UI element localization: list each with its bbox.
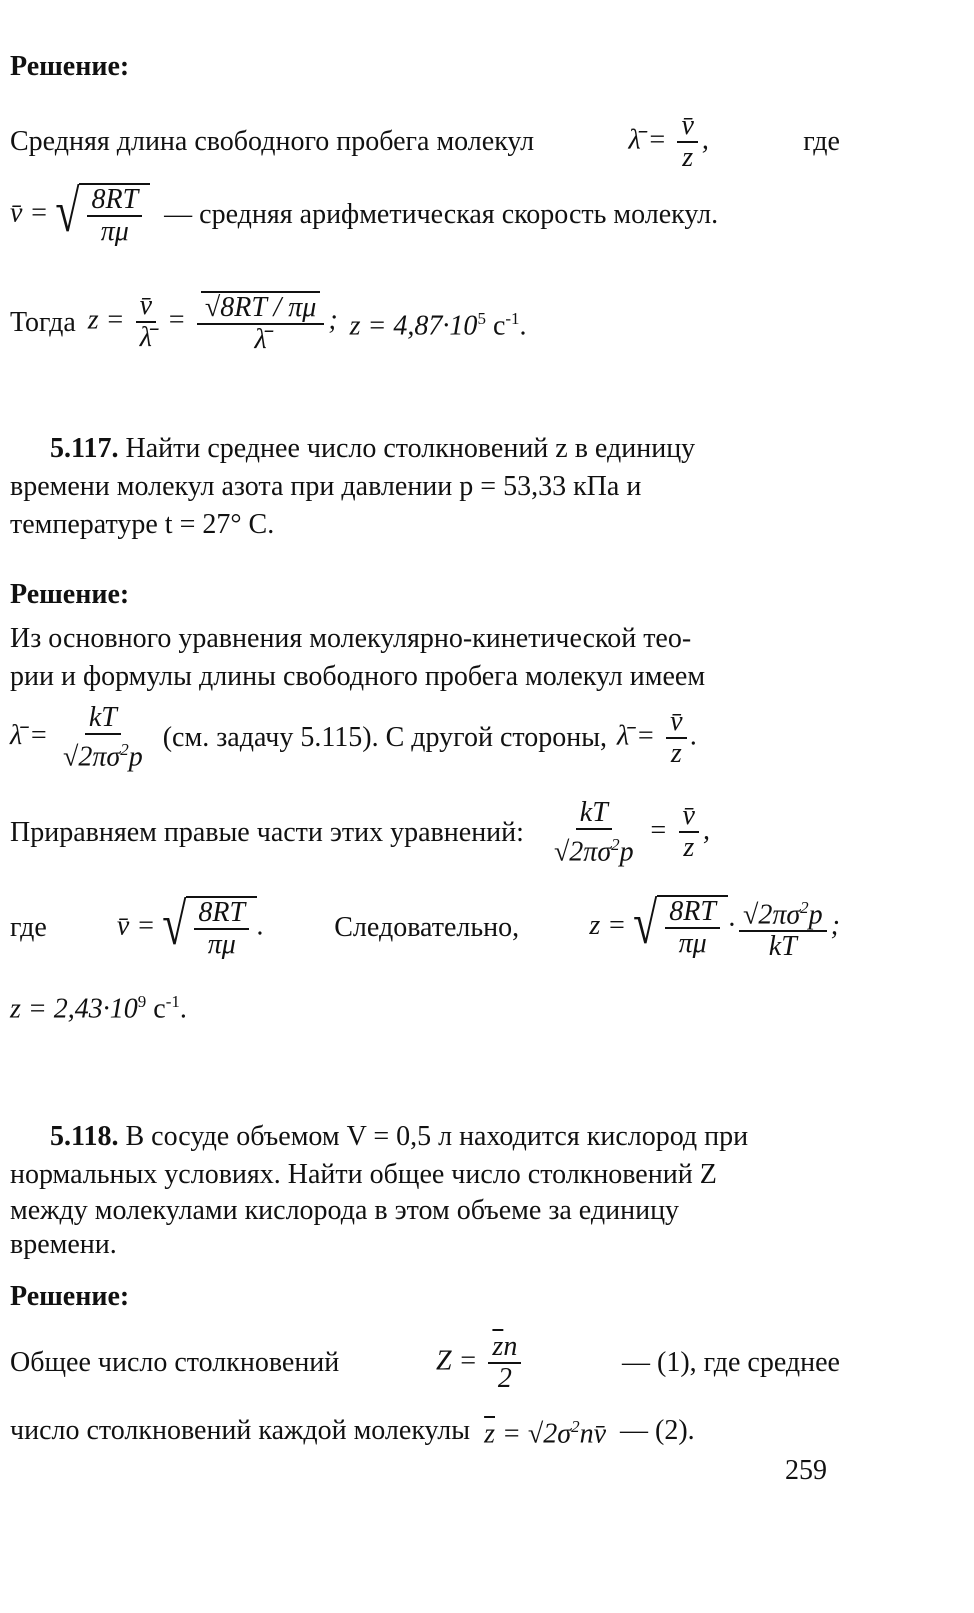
formula: Z = $\frac{\overline{z}n}{2}$: [436, 1332, 525, 1394]
text-line: [10, 180, 840, 250]
text-line: [10, 1410, 840, 1451]
text-line: [10, 795, 840, 870]
problem-statement: [50, 432, 840, 466]
text: где: [803, 126, 840, 157]
text: где: [10, 911, 47, 943]
problem-number: 5.118.: [50, 1121, 119, 1152]
text: — (1), где среднее: [622, 1346, 840, 1378]
formula: λ̄ = $\frac{kT}{√2\pi\sigma^2p}$: [10, 701, 143, 773]
text: Тогда: [10, 306, 76, 338]
text-line: между молекулами кислорода в этом объеме за единицу: [10, 1195, 680, 1226]
text-line: Из основного уравнения молекулярно-кинетической тео-: [10, 623, 692, 654]
page-number: 259: [785, 1455, 827, 1486]
text: Следовательно,: [334, 911, 520, 943]
text: — средняя арифметическая скорость молекул.: [164, 199, 719, 230]
text: число столкновений каждой молекулы: [10, 1414, 471, 1446]
text: (см. задачу 5.115). С другой стороны,: [162, 721, 608, 753]
text-line: [10, 285, 840, 360]
problem-statement: [50, 1120, 840, 1154]
text-line: времени.: [10, 1229, 117, 1260]
text-line: времени молекул азота при давлении p = 53,33 кПа и: [10, 471, 642, 502]
text: — (2).: [620, 1414, 695, 1446]
result: $z = 4,87\cdot 10^5$ $с^{-1}$.: [349, 308, 527, 342]
text-line: [10, 885, 840, 970]
text-line: [10, 1325, 840, 1400]
solution-heading: Решение:: [10, 1281, 130, 1312]
text: Средняя длина свободного пробега молекул: [10, 126, 535, 157]
formula: λ̄ = $\frac{v̄}{z}$ .: [617, 705, 698, 769]
solution-heading: Решение:: [10, 579, 130, 610]
problem-number: 5.117.: [50, 433, 119, 464]
result: $z = 2,43\cdot 10^9$ $с^{-1}$.: [10, 992, 187, 1025]
formula: $\frac{kT}{√2\pi\sigma^2p}$ = $\frac{v̄}{z}$ ,: [553, 796, 710, 868]
text-line: [10, 700, 840, 775]
text-line: нормальных условиях. Найти общее число столкновений Z: [10, 1159, 717, 1190]
text-line: рии и формулы длины свободного пробега молекул имеем: [10, 661, 706, 692]
text: Приравняем правые части этих уравнений:: [10, 816, 524, 848]
formula: λ̄ = $\frac{v̄}{z}$ ,: [628, 110, 709, 173]
solution-heading: Решение:: [10, 51, 130, 82]
text-line: [10, 112, 840, 172]
formula: $\overline{z}$ = $√2\sigma^2nv̄$: [484, 1417, 607, 1450]
formula: v̄ = √ $\frac{8RT}{\pi\mu}$: [10, 183, 150, 247]
text: Общее число столкновений: [10, 1346, 340, 1378]
text: Найти среднее число столкновений z в единицу: [125, 433, 696, 464]
text-line: температуре t = 27° С.: [10, 509, 275, 540]
formula: z = $\frac{v̄}{\lambdā}$ = $\frac{√8RT / \pi\mu}{\lambdā}$ ;: [87, 290, 338, 355]
formula: v̄ = √ $\frac{8RT}{\pi\mu}$ .: [116, 891, 265, 960]
formula: z = √ $\frac{8RT}{\pi\mu}$ · $\frac{√2\pi\sigma^2p}{kT}$ ;: [589, 891, 840, 963]
text: В сосуде объемом V = 0,5 л находится кислород при: [125, 1121, 749, 1152]
